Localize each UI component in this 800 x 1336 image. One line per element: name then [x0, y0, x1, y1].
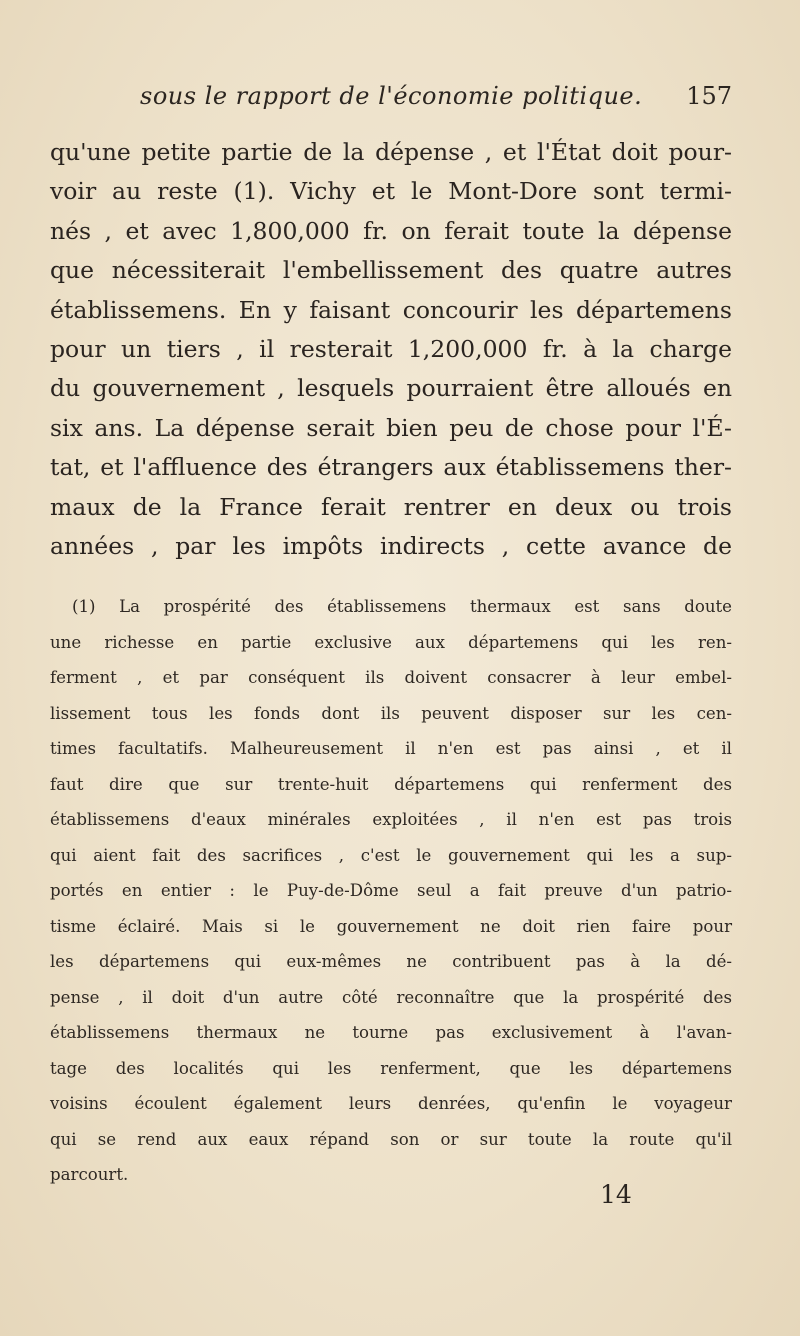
footnote-line: ferment , et par conséquent ils doivent consacrer à leur embel-	[50, 668, 732, 687]
footnote-line: tage des localités qui les renferment, que les départemens	[50, 1058, 732, 1078]
text-line: pour un tiers , il resterait 1,200,000 fr. à la charge	[50, 334, 732, 363]
footnote-line: établissemens d'eaux minérales exploitées , il n'en est pas trois	[50, 810, 732, 829]
footnote-line: lissement tous les fonds dont ils peuvent disposer sur les cen-	[50, 703, 732, 723]
text-line: établissemens. En y faisant concourir les départemens	[50, 295, 732, 324]
text-line: années , par les impôts indirects , cette avance de	[50, 531, 732, 560]
text-line: maux de la France ferait rentrer en deux ou trois	[50, 492, 732, 521]
text-line: nés , et avec 1,800,000 fr. on ferait toute la dépense	[50, 216, 732, 245]
footnote-line: qui aient fait des sacrifices , c'est le gouvernement qui les a sup-	[50, 845, 732, 865]
text-line: six ans. La dépense serait bien peu de chose pour l'É-	[50, 413, 732, 442]
footnote-line: times facultatifs. Malheureusement il n'en est pas ainsi , et il	[50, 739, 732, 758]
footnote	[50, 589, 732, 1193]
footnote-line: établissemens thermaux ne tourne pas exclusivement à l'avan-	[50, 1023, 732, 1042]
footnote-line: portés en entier : le Puy-de-Dôme seul a fait preuve d'un patrio-	[50, 881, 732, 900]
page-number: 157	[686, 82, 732, 110]
signature-mark: 14	[600, 1180, 632, 1209]
footnote-line: (1) La prospérité des établissemens thermaux est sans doute	[72, 597, 732, 616]
page-header	[50, 82, 740, 122]
running-title: sous le rapport de l'économie politique.	[140, 82, 643, 110]
text-line: du gouvernement , lesquels pourraient être alloués en	[50, 374, 732, 403]
footnote-line: tisme éclairé. Mais si le gouvernement ne doit rien faire pour	[50, 916, 732, 936]
text-line: qu'une petite partie de la dépense , et l'État doit pour-	[50, 138, 732, 166]
text-line: que nécessiterait l'embellissement des quatre autres	[50, 256, 732, 285]
footnote-line: parcourt.	[50, 1165, 129, 1184]
footnote-line: pense , il doit d'un autre côté reconnaître que la prospérité des	[50, 987, 732, 1007]
text-line: tat, et l'affluence des étrangers aux établissemens ther-	[50, 453, 732, 482]
footnote-line: qui se rend aux eaux répand son or sur toute la route qu'il	[50, 1129, 732, 1149]
footnote-line: voisins écoulent également leurs denrées, qu'enfin le voyageur	[50, 1094, 732, 1113]
text-line: voir au reste (1). Vichy et le Mont-Dore sont termi-	[50, 177, 732, 206]
footnote-line: une richesse en partie exclusive aux départemens qui les ren-	[50, 632, 732, 652]
footnote-line: les départemens qui eux-mêmes ne contribuent pas à la dé-	[50, 952, 732, 971]
main-text	[50, 133, 732, 566]
footnote-line: faut dire que sur trente-huit départemens qui renferment des	[50, 774, 732, 794]
